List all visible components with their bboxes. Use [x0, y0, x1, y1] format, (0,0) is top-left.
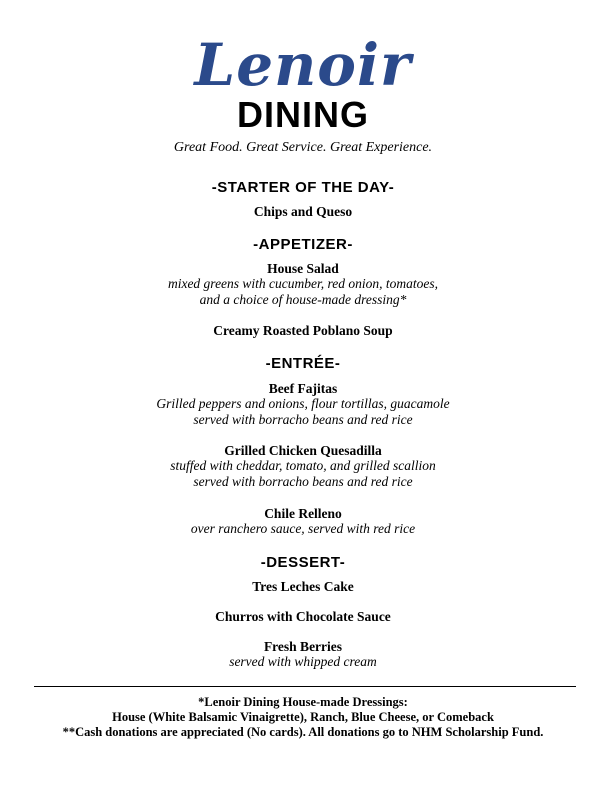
- tagline: Great Food. Great Service. Great Experience.: [173, 140, 433, 155]
- footer-line: **Cash donations are appreciated (No cards). All donations go to NHM Scholarship Fund.: [62, 725, 544, 739]
- menu-item-description: Grilled peppers and onions, flour tortillas, guacamole: [156, 396, 450, 411]
- section-heading-dessert: -DESSERT-: [260, 554, 346, 571]
- footer-line: *Lenoir Dining House-made Dressings:: [198, 695, 408, 709]
- menu-item-description: served with borracho beans and red rice: [193, 474, 413, 489]
- menu-item-name: Chips and Queso: [253, 204, 353, 219]
- footer-line: House (White Balsamic Vinaigrette), Ranch, Blue Cheese, or Comeback: [112, 710, 494, 724]
- menu-item-description: stuffed with cheddar, tomato, and grilled scallion: [170, 458, 436, 473]
- menu-item-name: Churros with Chocolate Sauce: [215, 609, 391, 624]
- section-heading-entree: -ENTRÉE-: [265, 355, 341, 372]
- menu-item-name: Chile Relleno: [264, 506, 342, 521]
- menu-item-name: House Salad: [267, 261, 339, 276]
- logo-script-text: Lenoir: [194, 31, 412, 99]
- menu-item-description: served with whipped cream: [229, 654, 377, 669]
- footer-divider: [34, 686, 576, 687]
- menu-item-description: mixed greens with cucumber, red onion, tomatoes,: [167, 276, 439, 291]
- menu-item-description: and a choice of house-made dressing*: [199, 292, 407, 307]
- section-heading-starter: -STARTER OF THE DAY-: [211, 179, 395, 196]
- menu-item-name: Tres Leches Cake: [252, 579, 354, 594]
- menu-item-description: over ranchero sauce, served with red rice: [190, 521, 416, 536]
- menu-item-name: Creamy Roasted Poblano Soup: [213, 323, 393, 338]
- section-heading-appetizer: -APPETIZER-: [253, 236, 353, 253]
- menu-item-name: Beef Fajitas: [268, 381, 338, 396]
- logo-dining-text: DINING: [237, 94, 369, 135]
- menu-item-description: served with borracho beans and red rice: [193, 412, 413, 427]
- menu-item-name: Fresh Berries: [263, 639, 343, 654]
- menu-item-name: Grilled Chicken Quesadilla: [224, 443, 382, 458]
